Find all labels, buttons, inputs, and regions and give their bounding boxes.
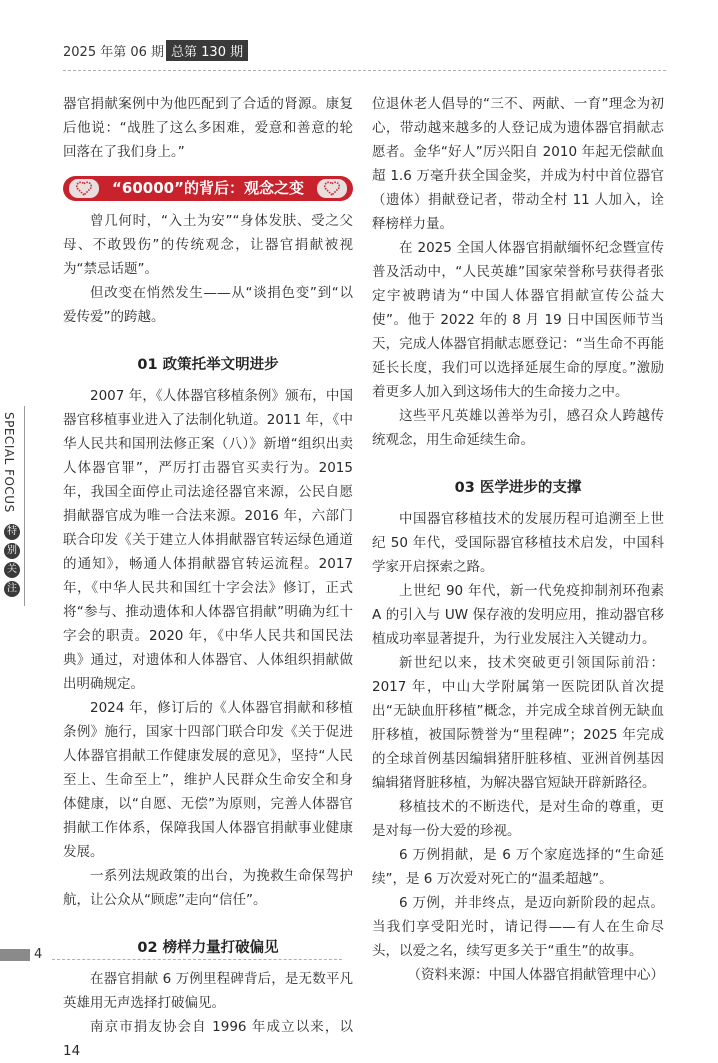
page-number: 4 [34, 947, 43, 962]
section-heading: 01 政策托举文明进步 [137, 357, 279, 373]
issue-header [63, 40, 248, 60]
banner-title: “60000”的背后：观念之变 [112, 179, 304, 197]
paragraph: 2007 年，《人体器官移植条例》颁布，中国器官移植事业进入了法制化轨道。2011 年，《中华人民共和国刑法修正案（八）》新增“组织出卖人体器官罪”，严厉打击器官买卖行为。2015 年，我国全面停止司法途径器官来源，公民自愿捐献器官成为唯一合法来源。2016 年，六部门联合印发《关于建立人体捐献器官转运绿色通道的通知》，畅通人体捐献器官转运流程。2017 年，《中华人民共和国红十字会法》修订，正式将“参与、推动遗体和人体器官捐献”明确为红十字会的职责。2020 年，《中华人民共和国民法典》通过，对遗体和人体器官、人体组织捐献做出明确规定。 [63, 388, 353, 692]
footer-divider [52, 959, 342, 960]
total-issue-badge: 总第 130 期 [166, 40, 248, 61]
paragraph: 新世纪以来，技术突破更引领国际前沿：2017 年，中山大学附属第一医院团队首次提出“无缺血肝移植”概念，并完成全球首例无缺血肝移植，被国际赞誉为“里程碑”；2025 年完成的全球首例基因编辑猪肝脏移植、亚洲首例基因编辑猪肾脏移植，为解决器官短缺开辟新路径。 [372, 655, 664, 791]
paragraph: 上世纪 90 年代，新一代免疫抑制剂环孢素 A 的引入与 UW 保存液的发明应用，推动器官移植成功率显著提升，为行业发展注入关键动力。 [372, 583, 664, 647]
section-banner [63, 176, 353, 201]
section-heading: 02 榜样力量打破偏见 [137, 940, 279, 956]
paragraph: 一系列法规政策的出台，为挽救生命保驾护航，让公众从“顾虑”走向“信任”。 [63, 868, 353, 908]
paragraph: 中国器官移植技术的发展历程可追溯至上世纪 50 年代，受国际器官移植技术启发，中国科学家开启探索之路。 [372, 511, 664, 575]
side-label-en: SPECIAL FOCUS [2, 412, 16, 513]
section-heading: 03 医学进步的支撑 [454, 480, 582, 496]
heart-ornament-icon [69, 179, 99, 198]
side-char: 特 [4, 524, 20, 540]
paragraph: 6 万例，并非终点，是迈向新阶段的起点。当我们享受阳光时，请记得——有人在生命尽头，以爱之名，续写更多关于“重生”的故事。 [372, 895, 664, 959]
side-divider [24, 406, 25, 606]
side-char: 关 [4, 562, 20, 578]
source-note: （资料来源：中国人体器官捐献管理中心） [407, 967, 664, 983]
paragraph: 6 万例捐献，是 6 万个家庭选择的“生命延续”，是 6 万次爱对死亡的“温柔超越”。 [372, 847, 664, 887]
header-divider [63, 70, 666, 71]
section-side-label [0, 406, 24, 606]
side-label-cn [4, 524, 20, 597]
paragraph: 移植技术的不断迭代，是对生命的尊重，更是对每一份大爱的珍视。 [372, 799, 664, 839]
side-char: 注 [4, 581, 20, 597]
paragraph: 这些平凡英雄以善举为引，感召众人跨越传统观念，用生命延续生命。 [372, 408, 664, 448]
page-footer [0, 947, 340, 965]
issue-label: 2025 年第 06 期 [63, 44, 165, 60]
paragraph: 南京市捐友协会自 1996 年成立以来，以 14 [63, 1019, 353, 1059]
right-column [372, 92, 664, 987]
side-char: 别 [4, 543, 20, 559]
paragraph: 但改变在悄然发生——从“谈捐色变”到“以爱传爱”的跨越。 [63, 285, 353, 325]
paragraph: 在器官捐献 6 万例里程碑背后，是无数平凡英雄用无声选择打破偏见。 [63, 971, 353, 1011]
paragraph: 在 2025 全国人体器官捐献缅怀纪念暨宣传普及活动中，“人民英雄”国家荣誉称号获得者张定宇被聘请为“中国人体器官捐献宣传公益大使”。他于 2022 年的 8 月 19 日中国医师节当天，完成人体器官捐献志愿登记：“当生命不再能延长长度，我们可以选择延展生命的厚度。”激励着更多人加入到这场伟大的生命接力之中。 [372, 240, 664, 400]
paragraph: 位退休老人倡导的“三不、两献、一育”理念为初心，带动越来越多的人登记成为遗体器官捐献志愿者。金华“好人”厉兴阳自 2010 年起无偿献血超 1.6 万毫升获全国金奖，并成为村中首位器官（遗体）捐献登记者，带动全村 11 人加入，诠释榜样力量。 [372, 96, 664, 232]
paragraph: 器官捐献案例中为他匹配到了合适的肾源。康复后他说：“战胜了这么多困难，爱意和善意的轮回落在了我们身上。” [63, 96, 353, 160]
paragraph: 2024 年，修订后的《人体器官捐献和移植条例》施行，国家十四部门联合印发《关于促进人体器官捐献工作健康发展的意见》，坚持“人民至上、生命至上”，维护人民群众生命安全和身体健康，以“自愿、无偿”为原则，完善人体器官捐献工作体系，保障我国人体器官捐献事业健康发展。 [63, 700, 353, 860]
footer-bar [0, 949, 30, 961]
paragraph: 曾几何时，“入土为安”“身体发肤、受之父母、不敢毁伤”的传统观念，让器官捐献被视为“禁忌话题”。 [63, 213, 353, 277]
left-column [63, 92, 353, 1063]
heart-ornament-icon [317, 179, 347, 198]
